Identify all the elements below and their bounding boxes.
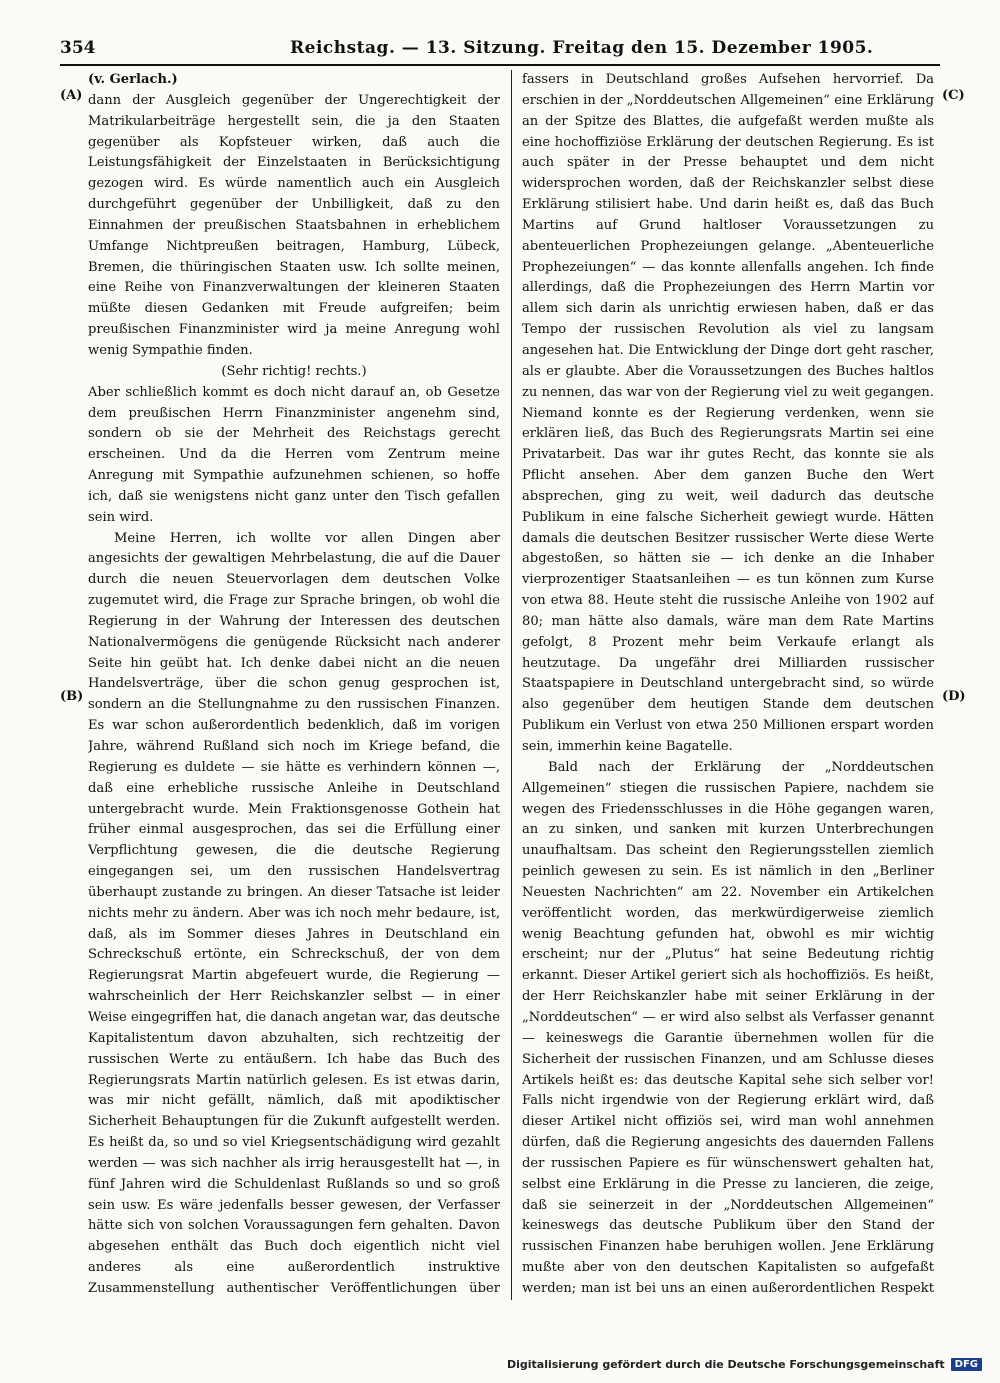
- right-column: [522, 70, 934, 1300]
- footer: [507, 1358, 982, 1371]
- paragraph: Bald nach der Erklärung der „Norddeutschen Allgemeinen“ stiegen die russischen Papiere, nachdem sie wegen des Friedensschlusses in die Höhe gegangen waren, an zu sinken, und sanken mit kurzen Unterbrechungen unaufhaltsam. Das scheint den Regierungsstellen ziemlich peinlich gewesen zu sein. Es ist nämlich in den „Berliner Neuesten Nachrichten“ am 22. November ein Artikelchen veröffentlicht worden, das merkwürdigerweise ziemlich wenig Beachtung gefunden hat, obwohl es mir wichtig erscheint; nur der „Plutus“ hat seine Bedeutung richtig erkannt. Dieser Artikel geriert sich als hochoffiziös. Es heißt, der Herr Reichskanzler habe mit seiner Erklärung in der „Norddeutschen“ — er wird also selbst als Verfasser genannt — keineswegs die Garantie übernehmen wollen für die Sicherheit der russischen Finanzen, und am Schlusse dieses Artikels heißt es: das deutsche Kapital sehe sich selber vor! Falls nicht irgendwie von der Regierung erklärt wird, daß dieser Artikel nicht offiziös sei, wird man wohl annehmen dürfen, daß die Regierung angesichts des dauernden Fallens der russischen Papiere es für wünschenswert gehalten hat, selbst eine Erklärung in die Presse zu lancieren, die zeige, daß sie seinerzeit in der „Norddeutschen Allgemeinen“ keineswegs das deutsche Publikum über den Stand der russischen Finanzen habe beruhigen wollen. Jene Erklärung mußte aber von den deutschen Kapitalisten so aufgefaßt werden; man ist bei uns an einen außerordentlichen Respekt: [522, 759, 934, 1296]
- margin-marker-c: (C): [942, 88, 965, 103]
- paragraph: Meine Herren, ich wollte vor allen Dingen aber angesichts der gewaltigen Mehrbelastung, die auf die Dauer durch die neuen Steuervorlagen dem deutschen Volke zugemutet wird, die Frage zur Sprache bringen, ob wohl die Regierung in der Wahrung der Interessen des deutschen Nationalvermögens die genügende Rücksicht nach anderer Seite hin geübt hat. Ich denke dabei nicht an die neuen Handelsverträge, über die schon genug gesprochen ist, sondern an die Stellungnahme zu den russischen Finanzen. Es war schon außerordentlich bedenklich, daß im vorigen Jahre, während Rußland sich noch im Kriege befand, die Regierung es duldete — sie hätte es verhindern können —, daß eine erhebliche russische Anleihe in Deutschland untergebracht wurde. Mein Fraktionsgenosse Gothein hat früher einmal ausgesprochen, das sei die Erfüllung einer Verpflichtung gewesen, die die deutsche Regierung eingegangen sei, um den russischen Handelsvertrag überhaupt zustande zu bringen. An dieser Tatsache ist leider nichts mehr zu ändern. Aber was ich noch mehr bedaure, ist, daß, als im Sommer dieses Jahres in Deutschland ein Schreckschuß ertönte, ein Schreckschuß, der von dem Regierungsrat Martin abgefeuert wurde, die Regierung — wahrscheinlich der Herr Reichskanzler selbst — in einer Weise eingegriffen hat, die danach angetan war, das deutsche Kapitalistentum davon abzuhalten, sich rechtzeitig der russischen Werte zu entäußern. Ich habe das Buch des Regierungsrats Martin natürlich gelesen. Es ist etwas darin, was mir nicht gefällt, nämlich, daß mit apodiktischer Sicherheit Behauptungen für die Zukunft aufgestellt werden. Es heißt da, so und so viel Kriegsentschädigung wird gezahlt werden — was sich nachher als irrig herausgestellt hat —, in fünf Jahren wird die Schuldenlast Rußlands so und so groß sein usw. Es wäre jedenfalls besser gewesen, der Verfasser hätte sich von solchen Voraussagungen fern gehalten. Davon abgesehen enthält das Buch doch eigentlich nicht viel anderes als eine außerordentlich instruktive Zusammenstellung authentischer Veröffentlichungen über: [88, 530, 500, 1296]
- paragraph: Aber schließlich kommt es doch nicht darauf an, ob Gesetze dem preußischen Herrn Finanzminister angenehm sind, sondern ob sie der Mehrheit des Reichstags gerecht erscheinen. Und da die Herren vom Zentrum meine Anregung mit Sympathie aufzunehmen schienen, so hoffe ich, daß sie wenigstens nicht ganz unter den Tisch gefallen sein wird.: [88, 384, 500, 525]
- margin-marker-b: (B): [60, 689, 84, 704]
- paragraph: fassers in Deutschland großes Aufsehen hervorrief. Da erschien in der „Norddeutschen Allgemeinen“ eine Erklärung an der Spitze des Blattes, die aufgefaßt werden mußte als eine hochoffiziöse Erklärung der deutschen Regierung. Es ist auch später in der Presse behauptet und dem nicht widersprochen worden, daß der Reichskanzler selbst diese Erklärung stilisiert habe. Und darin heißt es, daß das Buch Martins auf Grund haltloser Voraussetzungen zu abenteuerlichen Prophezeiungen gelange. „Abenteuerliche Prophezeiungen“ — das konnte allenfalls angehen. Ich finde allerdings, daß die Prophezeiungen des Herrn Martin vor allem sich darin als unrichtig erwiesen haben, daß er das Tempo der russischen Revolution als viel zu langsam angesehen hat. Die Entwicklung der Dinge dort geht rascher, als er glaubte. Aber die Voraussetzungen des Buches haltlos zu nennen, das war von der Regierung viel zu weit gegangen. Niemand konnte es der Regierung verdenken, wenn sie erklären ließ, das Buch des Regierungsrats Martin sei eine Privatarbeit. Das war ihr gutes Recht, das konnte sie als Pflicht ansehen. Aber dem ganzen Buche den Wert absprechen, ging zu weit, weil dadurch das deutsche Publikum in eine falsche Sicherheit gewiegt wurde. Hätten damals die deutschen Besitzer russischer Werte diese Werte abgestoßen, so hätten sie — ich denke an die Inhaber vierprozentiger Staatsanleihen — es tun können zum Kurse von etwa 88. Heute steht die russische Anleihe von 1902 auf 80; man hätte also damals, wäre man dem Rate Martins gefolgt, 8 Prozent mehr beim Verkaufe erlangt als heutzutage. Da ungefähr drei Milliarden russischer Staatspapiere in Deutschland untergebracht sind, so würde also gegenüber dem heutigen Stande dem deutschen Publikum ein Verlust von etwa 250 Millionen erspart worden sein, immerhin keine Bagatelle.: [522, 72, 934, 754]
- page-header: [60, 36, 940, 62]
- margin-marker-d: (D): [942, 689, 966, 704]
- running-head: Reichstag. — 13. Sitzung. Freitag den 15. Dezember 1905.: [290, 38, 874, 58]
- paragraph: dann der Ausgleich gegenüber der Ungerechtigkeit der Matrikularbeiträge hergestellt sein, die ja den Staaten gegenüber als Kopfsteuer wirken, daß auch die Leistungsfähigkeit der Einzelstaaten in Berücksichtigung gezogen wird. Es würde namentlich auch ein Ausgleich durchgeführt gegenüber der Unbilligkeit, daß zu den Einnahmen der preußischen Staatsbahnen in erheblichem Umfange Nichtpreußen beitragen, Hamburg, Lübeck, Bremen, die thüringischen Staaten usw. Ich sollte meinen, eine Reihe von Finanzverwaltungen der kleineren Staaten müßte diesen Gedanken mit Freude aufgreifen; beim preußischen Finanzminister wird ja meine Anregung wohl wenig Sympathie finden.: [88, 92, 500, 358]
- left-column: [88, 70, 500, 1300]
- dfg-logo: DFG: [951, 1358, 982, 1371]
- footer-credit: Digitalisierung gefördert durch die Deutsche Forschungsgemeinschaft: [506, 1358, 945, 1371]
- page-number: 354: [60, 38, 96, 58]
- column-divider: [511, 70, 512, 1300]
- header-rule: [60, 64, 940, 66]
- margin-marker-a: (A): [60, 88, 83, 103]
- interjection: (Sehr richtig! rechts.): [221, 363, 367, 379]
- speaker-name: (v. Gerlach.): [88, 72, 178, 87]
